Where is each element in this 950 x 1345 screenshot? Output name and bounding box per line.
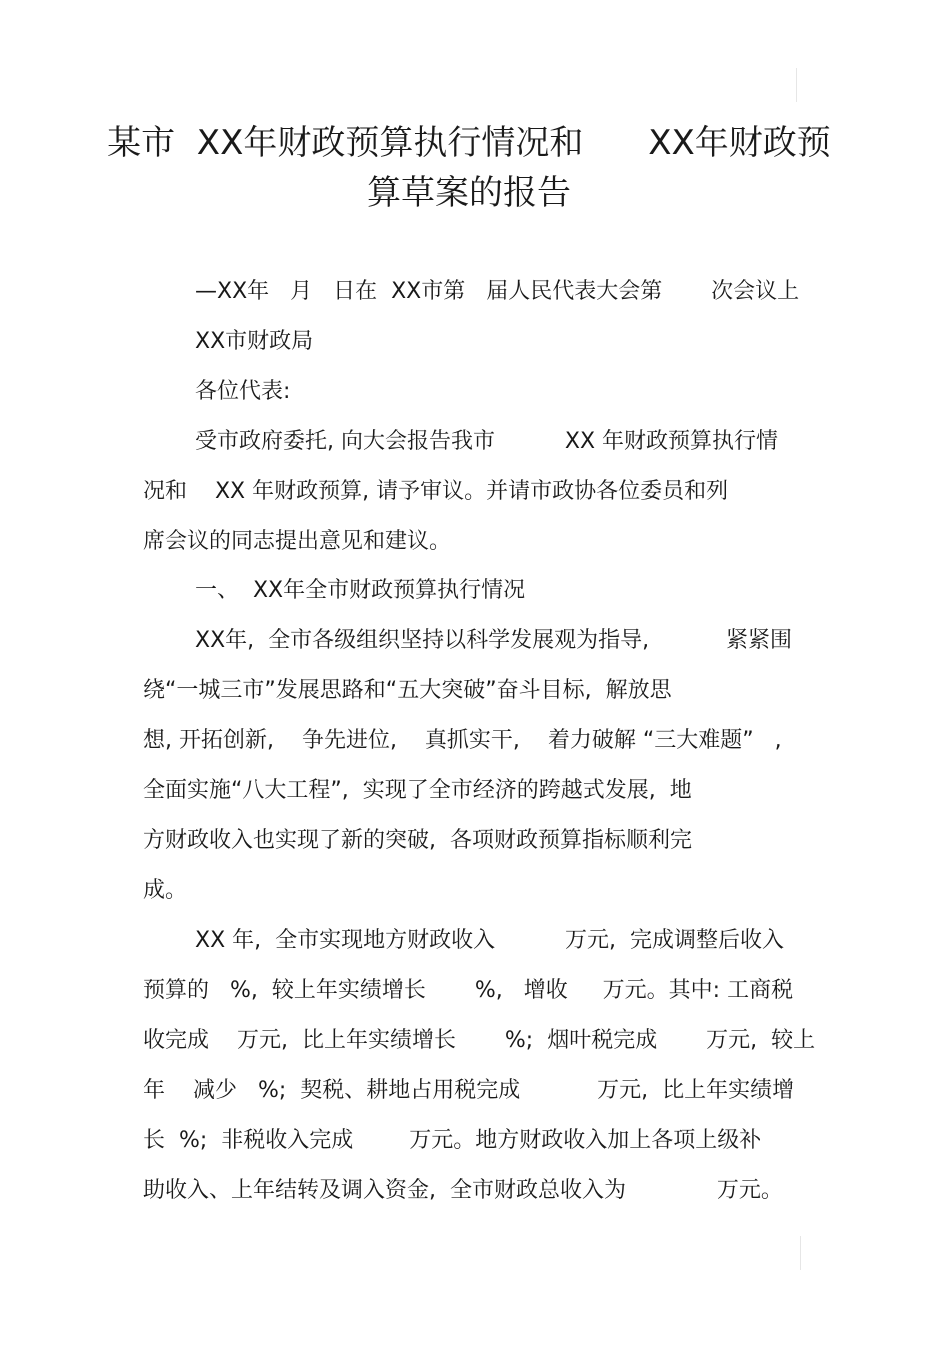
document-title-line-1: 某市 XX年财政预算执行情况和 XX年财政预 — [107, 123, 831, 163]
paragraph-line: 绕“一城三市”发展思路和“五大突破”奋斗目标, 解放思 — [143, 678, 672, 703]
salutation: 各位代表: — [195, 379, 291, 404]
paragraph-line: 助收入、上年结转及调入资金, 全市财政总收入为 万元。 — [143, 1178, 783, 1203]
paragraph-line: XX 年, 全市实现地方财政收入 万元, 完成调整后收入 — [195, 928, 785, 953]
paragraph-line: 预算的 %, 较上年实绩增长 %, 增收 万元。其中: 工商税 — [143, 978, 794, 1003]
paragraph-line: 想, 开拓创新, 争先进位, 真抓实干, 着力破解 “三大难题” , — [143, 728, 782, 753]
page-edge-mark-bottom — [800, 1236, 801, 1270]
section-heading: 一、 XX年全市财政预算执行情况 — [195, 578, 526, 603]
paragraph-line: 方财政收入也实现了新的突破, 各项财政预算指标顺利完 — [143, 828, 692, 853]
paragraph-line: 席会议的同志提出意见和建议。 — [143, 529, 452, 554]
author-line: XX市财政局 — [195, 329, 314, 354]
paragraph-line: 成。 — [143, 878, 188, 903]
paragraph-line: 受市政府委托, 向大会报告我市 XX 年财政预算执行情 — [195, 429, 779, 454]
paragraph-line: 况和 XX 年财政预算, 请予审议。并请市政协各位委员和列 — [143, 479, 729, 504]
paragraph-line: 全面实施“八大工程”, 实现了全市经济的跨越式发展, 地 — [143, 778, 692, 803]
paragraph-line: 收完成 万元, 比上年实绩增长 %; 烟叶税完成 万元, 较上 — [143, 1028, 816, 1053]
paragraph-line: 年 减少 %; 契税、耕地占用税完成 万元, 比上年实绩增 — [143, 1078, 795, 1103]
meeting-subtitle: —XX年 月 日在 XX市第 届人民代表大会第 次会议上 — [195, 279, 800, 304]
paragraph-line: XX年, 全市各级组织坚持以科学发展观为指导, 紧紧围 — [195, 628, 793, 653]
page-edge-mark-top — [796, 68, 797, 102]
paragraph-line: 长 %; 非税收入完成 万元。地方财政收入加上各项上级补 — [143, 1128, 762, 1153]
document-title-line-2: 算草案的报告 — [367, 173, 571, 213]
